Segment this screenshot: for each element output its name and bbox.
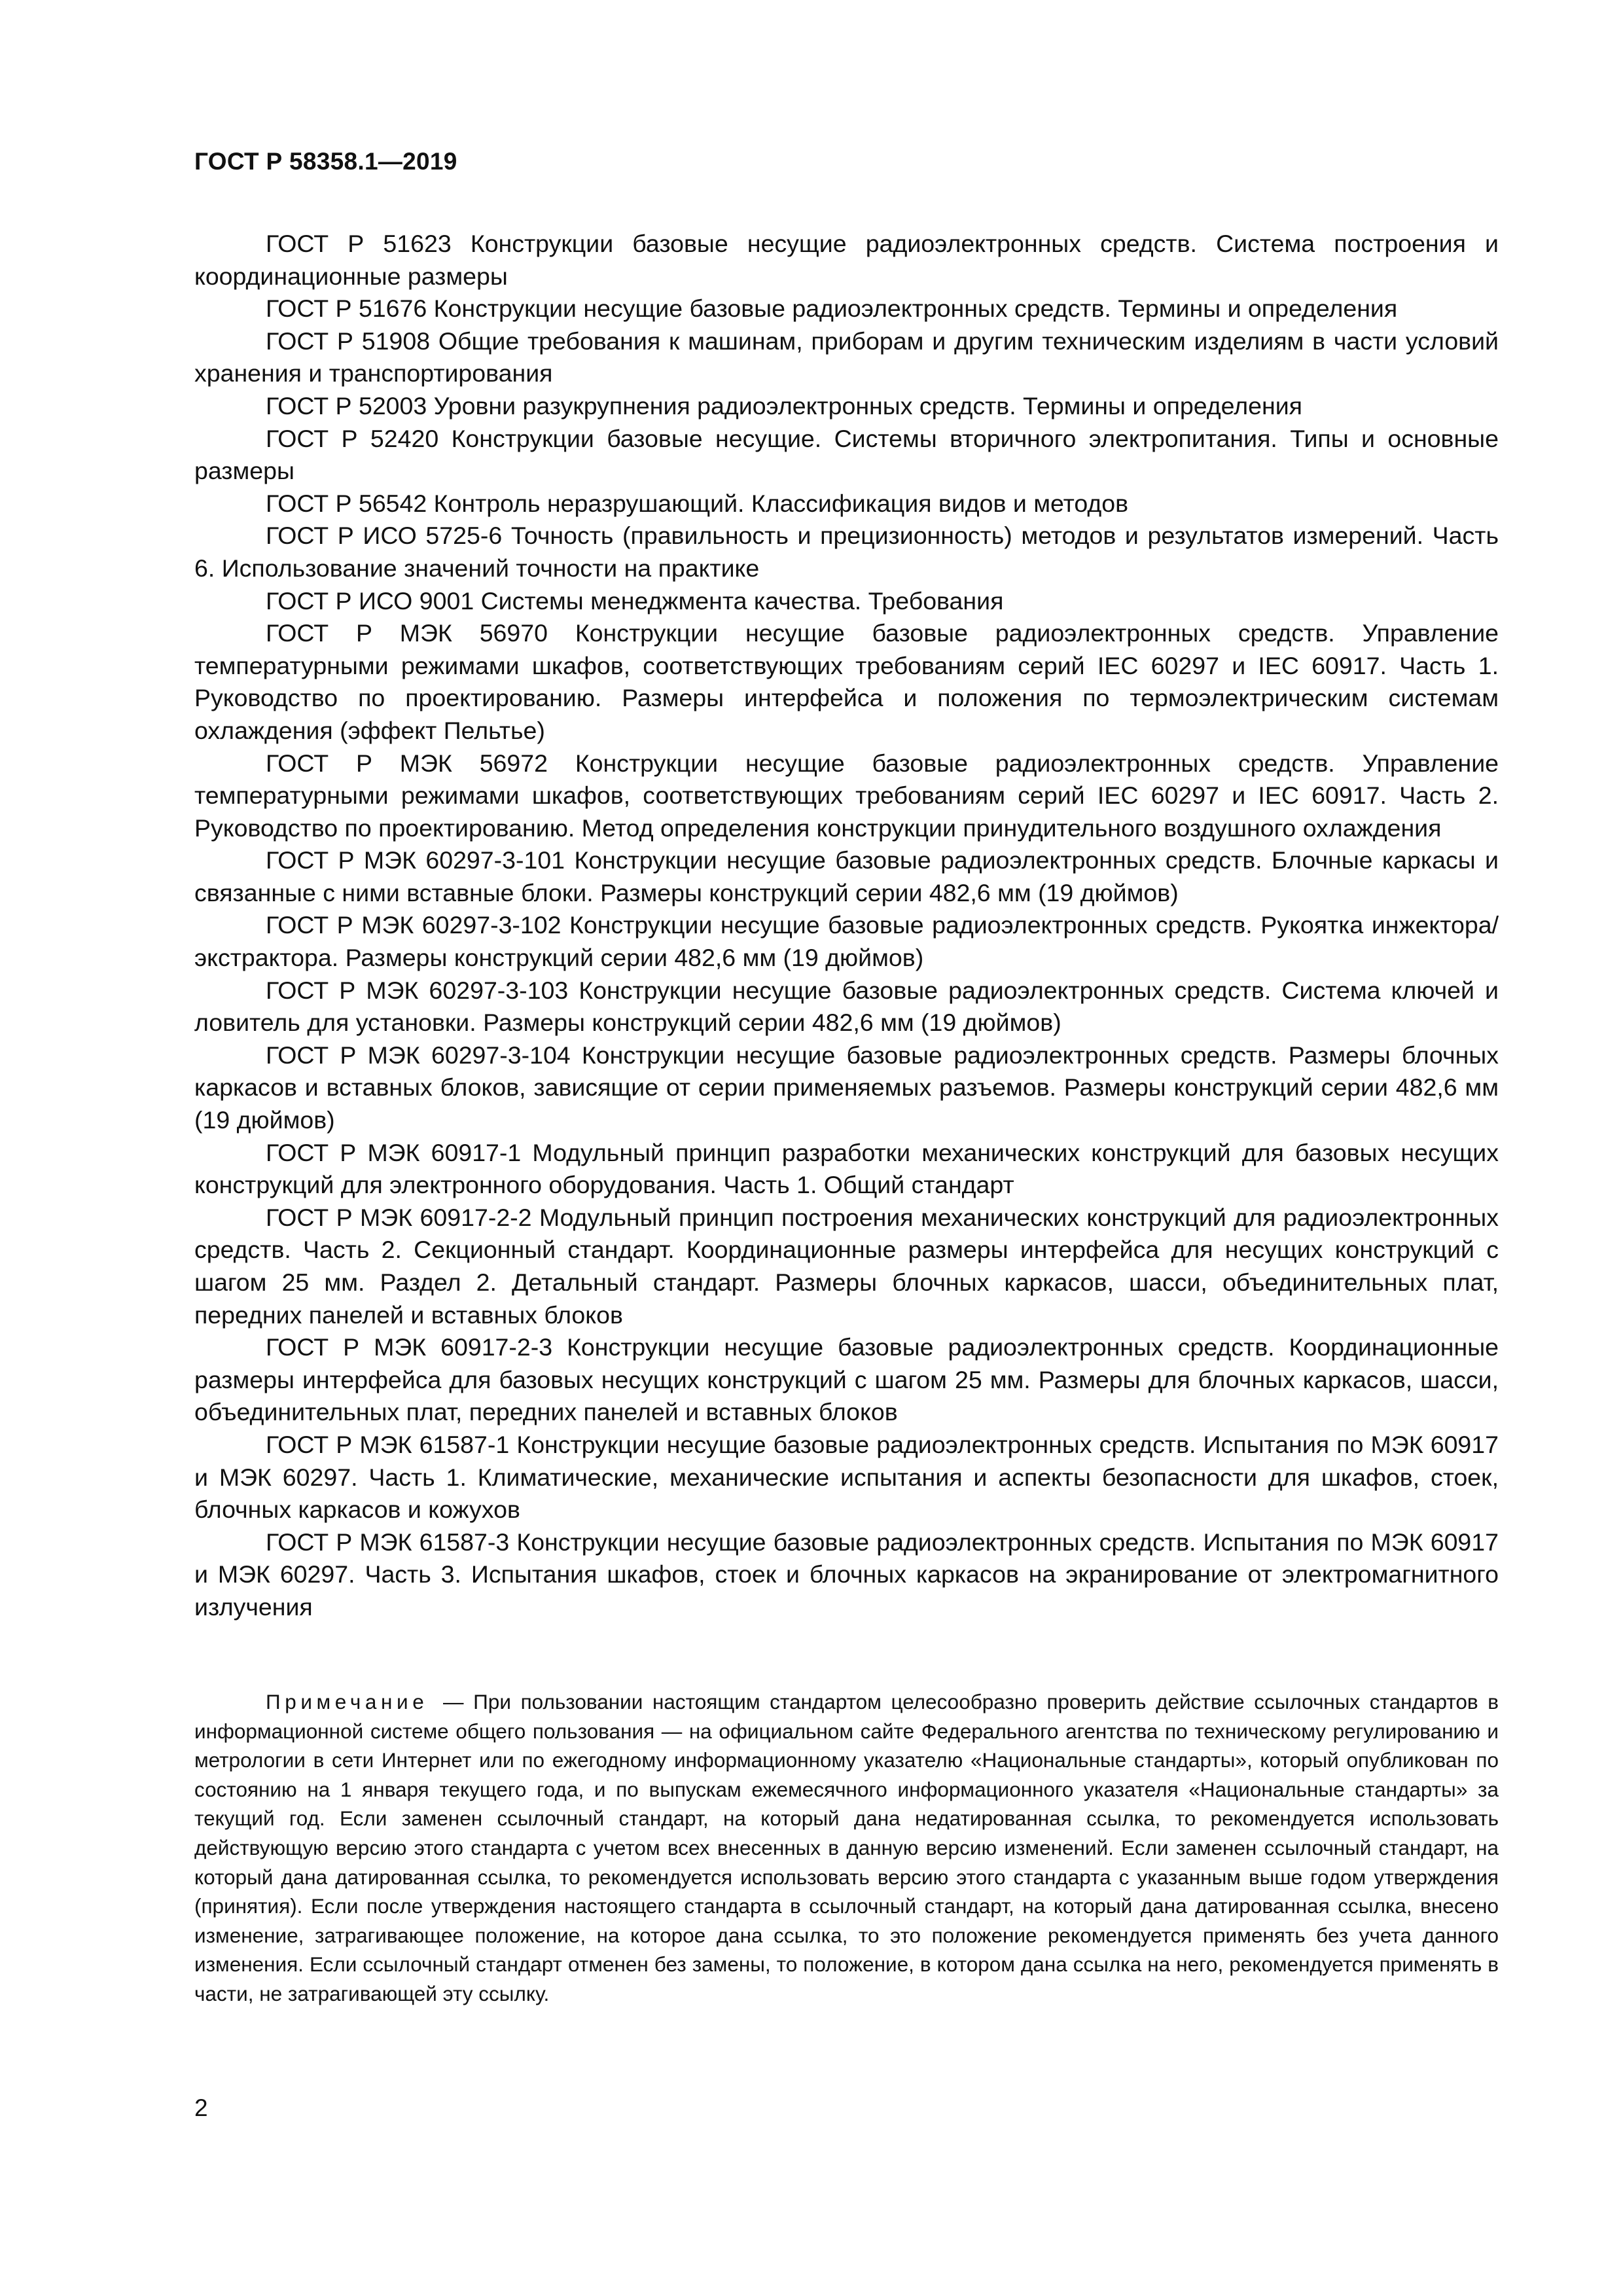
reference-item: ГОСТ Р 51623 Конструкции базовые несущие радиоэлектронных средств. Система построения и координационные размеры: [194, 230, 1499, 290]
reference-item: ГОСТ Р МЭК 60917-1 Модульный принцип разработки механических конструкций для базовых несущих конструкций для электронного оборудования. Часть 1. Общий стандарт: [194, 1138, 1499, 1199]
reference-item: ГОСТ Р МЭК 60297-3-104 Конструкции несущие базовые радиоэлектронных средств. Размеры блочных каркасов и вставных блоков, зависящие от серии применяемых разъемов. Размеры конструкций серии 482,6 мм (19 дюймов): [194, 1041, 1499, 1134]
page-number: 2: [194, 2094, 208, 2121]
reference-item: ГОСТ Р ИСО 9001 Системы менеджмента качества. Требования: [266, 586, 1004, 615]
document-header: ГОСТ Р 58358.1—2019: [194, 148, 457, 175]
reference-item: ГОСТ Р 52003 Уровни разукрупнения радиоэлектронных средств. Термины и определения: [266, 391, 1302, 420]
reference-item: ГОСТ Р МЭК 61587-1 Конструкции несущие базовые радиоэлектронных средств. Испытания по МЭК 60917 и МЭК 60297. Часть 1. Климатические, механические испытания и аспекты безопасности для шкафов, стоек, блочных каркасов и кожухов: [194, 1430, 1499, 1524]
reference-item: ГОСТ Р 52420 Конструкции базовые несущие. Системы вторичного электропитания. Типы и основные размеры: [194, 424, 1499, 485]
note-text: — При пользовании настоящим стандартом целесообразно проверить действие ссылочных стандартов в информационной системе общего пользования — на официальном сайте Федерального агентства по техническому регулированию и метрологии в сети Интернет или по ежегодному информационному указателю «Национальные стандарты», который опубликован по состоянию на 1 января текущего года, и по выпускам ежемесячного информационного указателя «Национальные стандарты» за текущий год. Если заменен ссылочный стандарт, на который дана недатированная ссылка, то рекомендуется использовать действующую версию этого стандарта с учетом всех внесенных в данную версию изменений. Если заменен ссылочный стандарт, на который дана датированная ссылка, то рекомендуется использовать версию этого стандарта с указанным выше годом утверждения (принятия). Если после утверждения настоящего стандарта в ссылочный стандарт, на который дана датированная ссылка, внесено изменение, затрагивающее положение, на которое дана ссылка, то это положение рекомендуется применять без учета данного изменения. Если ссылочный стандарт отменен без замены, то положение, в котором дана ссылка на него, рекомендуется применять в части, не затрагивающей эту ссылку.: [194, 1690, 1499, 2005]
reference-item: ГОСТ Р МЭК 60917-2-2 Модульный принцип построения механических конструкций для радиоэлектронных средств. Часть 2. Секционный стандарт. Координационные размеры интерфейса для несущих конструкций с шагом 25 мм. Раздел 2. Детальный стандарт. Размеры блочных каркасов, шасси, объединительных плат, передних панелей и вставных блоков: [194, 1203, 1499, 1329]
normative-references-list: [194, 228, 1499, 1624]
reference-item: ГОСТ Р МЭК 56970 Конструкции несущие базовые радиоэлектронных средств. Управление температурными режимами шкафов, соответствующих требованиям серий IEC 60297 и IEC 60917. Часть 1. Руководство по проектированию. Размеры интерфейса и положения по термоэлектрическим системам охлаждения (эффект Пельтье): [194, 619, 1499, 744]
reference-item: ГОСТ Р МЭК 61587-3 Конструкции несущие базовые радиоэлектронных средств. Испытания по МЭК 60917 и МЭК 60297. Часть 3. Испытания шкафов, стоек и блочных каркасов на экранирование от электромагнитного излучения: [194, 1528, 1499, 1621]
reference-item: ГОСТ Р МЭК 60297-3-103 Конструкции несущие базовые радиоэлектронных средств. Система ключей и ловитель для установки. Размеры конструкций серии 482,6 мм (19 дюймов): [194, 976, 1499, 1037]
reference-item: ГОСТ Р 56542 Контроль неразрушающий. Классификация видов и методов: [266, 489, 1129, 517]
reference-item: ГОСТ Р МЭК 60917-2-3 Конструкции несущие базовые радиоэлектронных средств. Координационные размеры интерфейса для базовых несущих конструкций с шагом 25 мм. Размеры для блочных каркасов, шасси, объединительных плат, передних панелей и вставных блоков: [194, 1333, 1499, 1426]
note-label: Примечание: [266, 1690, 429, 1713]
note-paragraph: [194, 1687, 1499, 2009]
reference-item: ГОСТ Р МЭК 60297-3-101 Конструкции несущие базовые радиоэлектронных средств. Блочные каркасы и связанные с ними вставные блоки. Размеры конструкций серии 482,6 мм (19 дюймов): [194, 846, 1499, 906]
reference-item: ГОСТ Р ИСО 5725-6 Точность (правильность и прецизионность) методов и результатов измерений. Часть 6. Использование значений точности на практике: [194, 522, 1499, 582]
reference-item: ГОСТ Р МЭК 60297-3-102 Конструкции несущие базовые радиоэлектронных средств. Рукоятка инжектора/экстрактора. Размеры конструкций серии 482,6 мм (19 дюймов): [194, 911, 1499, 972]
reference-item: ГОСТ Р 51676 Конструкции несущие базовые радиоэлектронных средств. Термины и определения: [266, 295, 1398, 323]
reference-item: ГОСТ Р 51908 Общие требования к машинам, приборам и другим техническим изделиям в части условий хранения и транспортирования: [194, 327, 1499, 387]
reference-item: ГОСТ Р МЭК 56972 Конструкции несущие базовые радиоэлектронных средств. Управление температурными режимами шкафов, соответствующих требованиям серий IEC 60297 и IEC 60917. Часть 2. Руководство по проектированию. Метод определения конструкции принудительного воздушного охлаждения: [194, 749, 1499, 842]
